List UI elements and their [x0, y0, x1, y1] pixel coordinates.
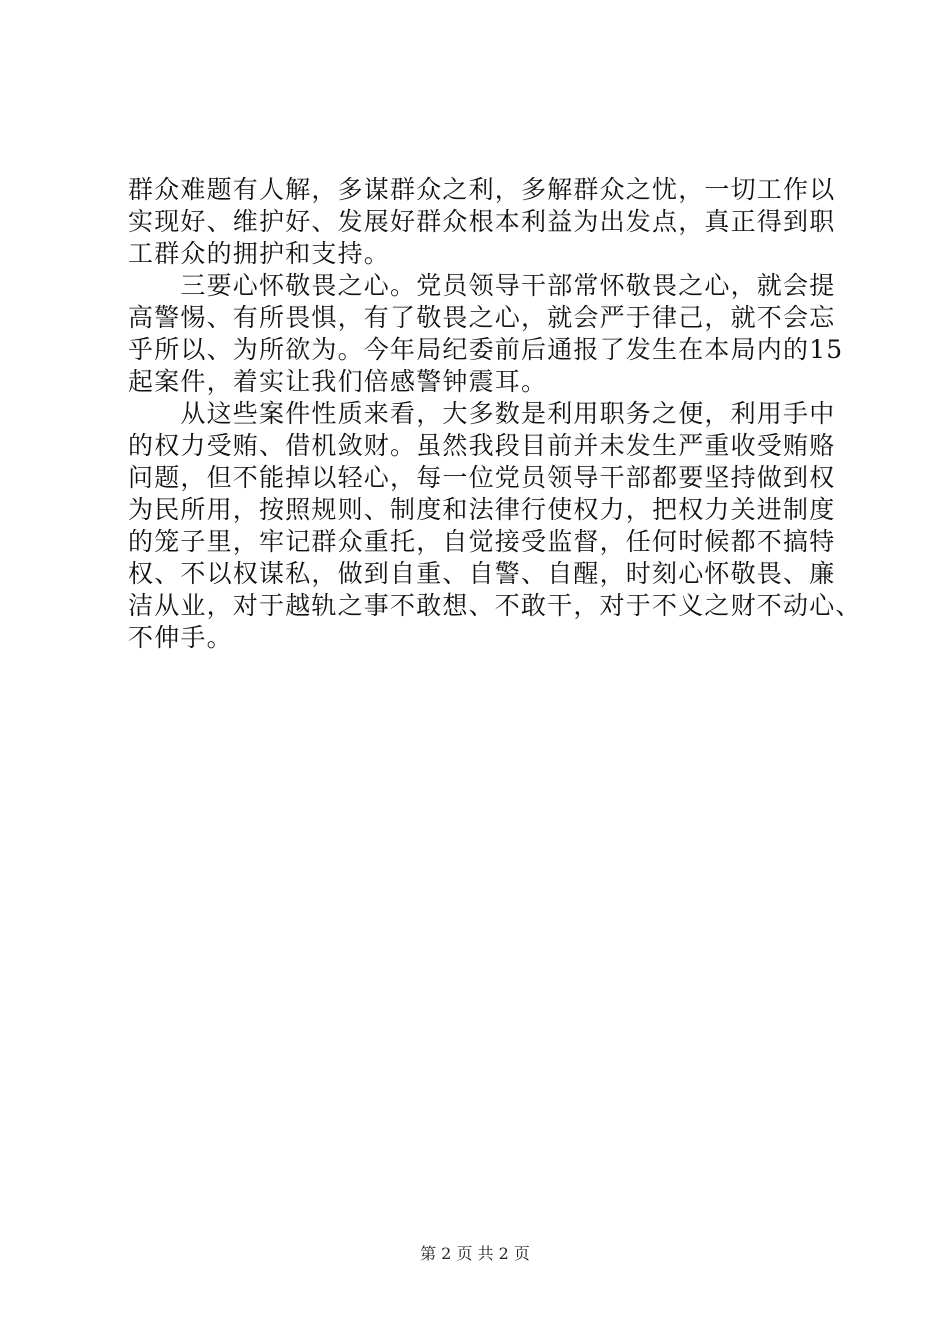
page-number-label: 第 2 页 共 2 页: [420, 1244, 530, 1263]
text-line: 问题，但不能掉以轻心，每一位党员领导干部都要坚持做到权: [128, 463, 836, 492]
text-line: 起案件，着实让我们倍感警钟震耳。: [128, 367, 548, 396]
text-line: 为民所用，按照规则、制度和法律行使权力，把权力关进制度: [128, 495, 836, 524]
text-line: 权、不以权谋私，做到自重、自警、自醒，时刻心怀敬畏、廉: [128, 559, 836, 588]
text-line: 三要心怀敬畏之心。党员领导干部常怀敬畏之心，就会提: [128, 271, 836, 300]
text-line: 的权力受贿、借机敛财。虽然我段目前并未发生严重收受贿赂: [128, 431, 836, 460]
text-line: 工群众的拥护和支持。: [128, 239, 391, 268]
text-line: 高警惕、有所畏惧，有了敬畏之心，就会严于律己，就不会忘: [128, 303, 836, 332]
text-line: 洁从业，对于越轨之事不敢想、不敢干，对于不义之财不动心、: [128, 591, 862, 620]
body-text: [128, 174, 862, 654]
text-line: 的笼子里，牢记群众重托，自觉接受监督，任何时候都不搞特: [128, 527, 836, 556]
text-line: 从这些案件性质来看，大多数是利用职务之便，利用手中: [128, 399, 836, 428]
text-line: 乎所以、为所欲为。今年局纪委前后通报了发生在本局内的15: [128, 335, 844, 364]
page-footer: [0, 1242, 950, 1266]
text-line: 群众难题有人解，多谋群众之利，多解群众之忧，一切工作以: [128, 175, 836, 204]
text-line: 不伸手。: [128, 623, 233, 652]
text-line: 实现好、维护好、发展好群众根本利益为出发点，真正得到职: [128, 207, 836, 236]
